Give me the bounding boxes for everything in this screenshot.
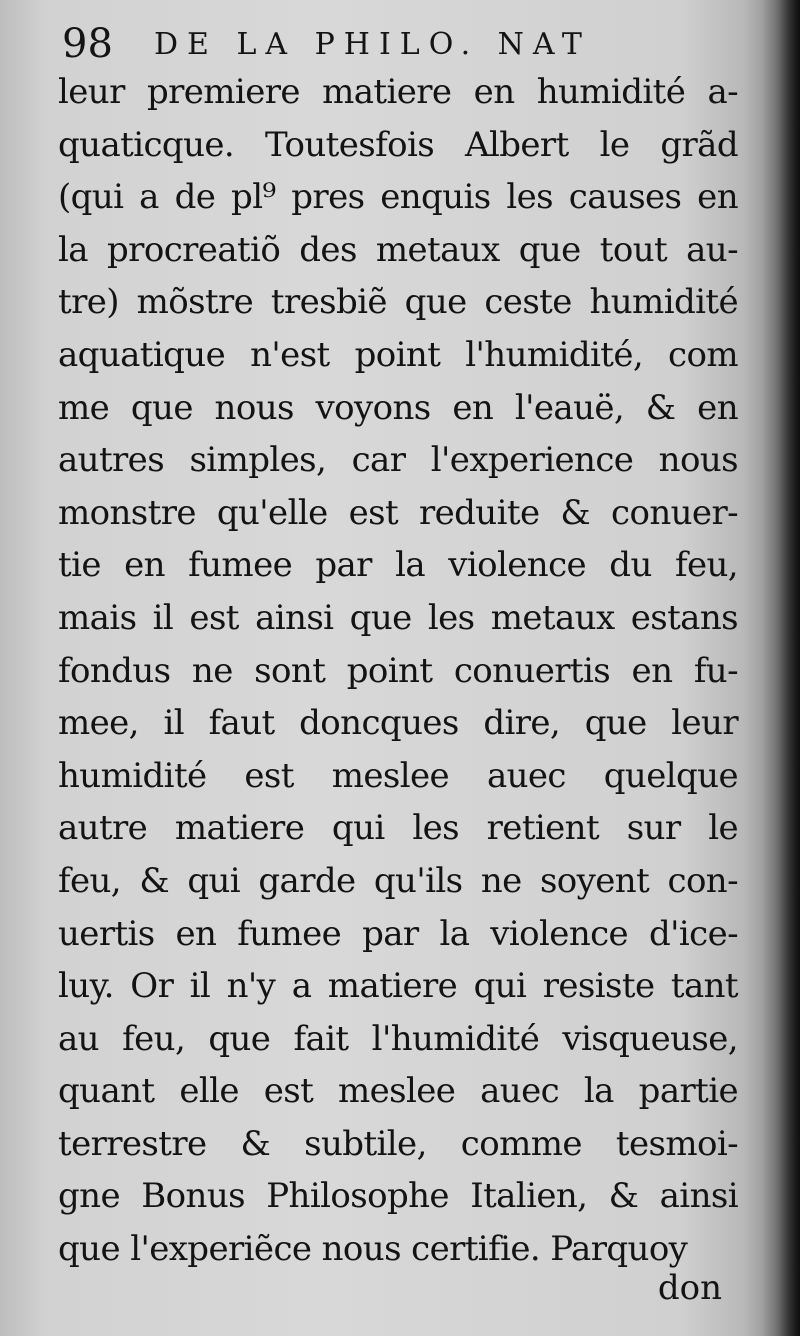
body-text — [58, 66, 738, 1276]
text-line: tie en fumee par la violence du feu, — [58, 545, 738, 586]
text-line: feu, & qui garde qu'ils ne soyent con- — [58, 860, 738, 901]
text-line: quant elle est meslee auec la partie — [58, 1071, 738, 1112]
text-line: mee, il faut doncques dire, que leur — [58, 703, 738, 744]
text-line: au feu, que fait l'humidité visqueuse, — [58, 1018, 738, 1059]
text-line: (qui a de pl⁹ pres enquis les causes en — [58, 177, 738, 218]
text-line: la procreatiõ des metaux que tout au- — [58, 229, 738, 270]
page-header — [62, 18, 722, 70]
text-line: me que nous voyons en l'eauë, & en — [58, 387, 738, 428]
page-number: 98 — [62, 21, 113, 67]
text-line: terrestre & subtile, comme tesmoi- — [58, 1123, 738, 1164]
running-head: DE LA PHILO. NAT — [154, 27, 591, 62]
text-line: autres simples, car l'experience nous — [58, 440, 738, 481]
page-edge-shadow — [762, 0, 800, 1336]
text-line: autre matiere qui les retient sur le — [58, 808, 738, 849]
text-line: leur premiere matiere en humidité a- — [58, 72, 738, 112]
text-line: gne Bonus Philosophe Italien, & ainsi — [58, 1176, 738, 1217]
text-line: monstre qu'elle est reduite & conuer- — [58, 492, 738, 533]
text-line: quaticque. Toutesfois Albert le grãd — [58, 124, 738, 165]
catchword: don — [657, 1268, 722, 1308]
text-line: uertis en fumee par la violence d'ice- — [58, 913, 738, 954]
text-line: mais il est ainsi que les metaux estans — [58, 597, 738, 638]
text-line: fondus ne sont point conuertis en fu- — [58, 650, 738, 691]
text-line: aquatique n'est point l'humidité, com — [58, 334, 738, 375]
text-line: tre) mõstre tresbiẽ que ceste humidité — [58, 282, 738, 323]
text-line: humidité est meslee auec quelque — [58, 755, 738, 796]
text-line: luy. Or il n'y a matiere qui resiste tant — [58, 966, 738, 1007]
text-line: que l'experiẽce nous certifie. Parquoy — [58, 1229, 688, 1270]
